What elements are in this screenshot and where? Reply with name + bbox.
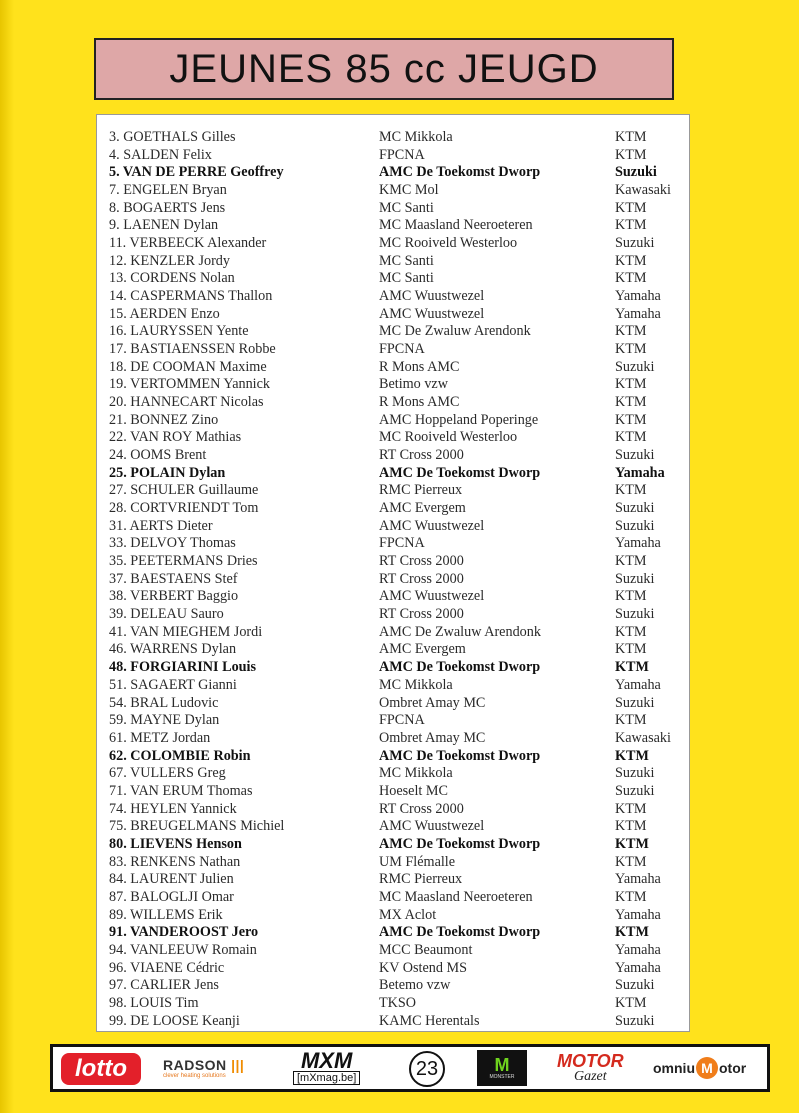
rider-name: 54. BRAL Ludovic [109, 694, 219, 711]
lotto-logo [61, 1053, 141, 1085]
rider-club: MC Maasland Neeroeteren [379, 217, 533, 234]
rider-brand: Suzuki [615, 500, 655, 517]
motor-gazet-logo [557, 1047, 624, 1089]
rider-row [97, 182, 689, 200]
rider-club: MC Mikkola [379, 765, 453, 782]
rider-row [97, 200, 689, 218]
rider-brand: Suzuki [615, 606, 655, 623]
rider-club: MC De Zwaluw Arendonk [379, 323, 531, 340]
rider-name: 14. CASPERMANS Thallon [109, 288, 273, 305]
page-number: 23 [409, 1051, 445, 1087]
rider-brand: KTM [615, 146, 647, 163]
rider-row [97, 535, 689, 553]
rider-club: MC Mikkola [379, 129, 453, 145]
rider-row [97, 571, 689, 589]
title-banner [94, 38, 674, 100]
rider-club: FPCNA [379, 341, 425, 358]
rider-name: 80. LIEVENS Henson [109, 835, 242, 852]
rider-row [97, 447, 689, 465]
rider-club: Ombret Amay MC [379, 729, 486, 746]
rider-club: KMC Mol [379, 182, 439, 199]
rider-club: KAMC Herentals [379, 1012, 480, 1029]
rider-name: 19. VERTOMMEN Yannick [109, 376, 271, 393]
rider-brand: KTM [615, 199, 647, 216]
monster-logo [477, 1050, 527, 1086]
rider-brand: Yamaha [615, 906, 661, 923]
rider-brand: KTM [615, 800, 647, 817]
rider-club: AMC Wuustwezel [379, 818, 485, 835]
rider-club: AMC De Toekomst Dworp [379, 747, 541, 764]
rider-row [97, 659, 689, 677]
rider-brand: KTM [615, 129, 647, 145]
rider-club: R Mons AMC [379, 358, 460, 375]
rider-club: AMC Evergem [379, 500, 466, 517]
rider-brand: Suzuki [615, 447, 655, 464]
rider-club: FPCNA [379, 146, 425, 163]
rider-brand: Suzuki [615, 517, 655, 534]
rider-club: AMC De Toekomst Dworp [379, 924, 541, 941]
rider-name: 31. AERTS Dieter [109, 517, 213, 534]
rider-club: MC Mikkola [379, 676, 453, 693]
rider-brand: KTM [615, 341, 647, 358]
rider-club: KV Ostend MS [379, 959, 468, 976]
rider-row [97, 129, 689, 147]
rider-row [97, 801, 689, 819]
rider-row [97, 270, 689, 288]
rider-row [97, 712, 689, 730]
rider-brand: Suzuki [615, 782, 655, 799]
rider-brand: KTM [615, 270, 647, 287]
rider-row [97, 306, 689, 324]
rider-name: 13. CORDENS Nolan [109, 270, 235, 287]
rider-brand: KTM [615, 747, 649, 764]
rider-brand: KTM [615, 853, 647, 870]
rider-brand: Yamaha [615, 464, 665, 481]
rider-club: RT Cross 2000 [379, 447, 464, 464]
rider-name: 17. BASTIAENSSEN Robbe [109, 341, 276, 358]
rider-name: 46. WARRENS Dylan [109, 641, 237, 658]
rider-club: RT Cross 2000 [379, 553, 464, 570]
rider-row [97, 854, 689, 872]
rider-brand: Suzuki [615, 1012, 655, 1029]
rider-name: 18. DE COOMAN Maxime [109, 358, 267, 375]
rider-brand: KTM [615, 429, 647, 446]
rider-club: MC Rooiveld Westerloo [379, 235, 518, 252]
rider-club: MC Santi [379, 199, 434, 216]
rider-row [97, 429, 689, 447]
rider-club: AMC Wuustwezel [379, 517, 485, 534]
rider-club: AMC Wuustwezel [379, 305, 485, 322]
rider-row [97, 500, 689, 518]
rider-name: 21. BONNEZ Zino [109, 411, 219, 428]
rider-brand: Yamaha [615, 941, 661, 958]
rider-club: Betemo vzw [379, 977, 451, 994]
rider-brand: Yamaha [615, 871, 661, 888]
rider-row [97, 394, 689, 412]
rider-club: MCC Beaumont [379, 941, 473, 958]
rider-club: AMC Wuustwezel [379, 588, 485, 605]
rider-club: FPCNA [379, 535, 425, 552]
rider-row [97, 995, 689, 1013]
rider-row [97, 412, 689, 430]
rider-name: 39. DELEAU Sauro [109, 606, 224, 623]
rider-row [97, 818, 689, 836]
rider-brand: Suzuki [615, 570, 655, 587]
rider-row [97, 164, 689, 182]
rider-name: 20. HANNECART Nicolas [109, 394, 264, 411]
rider-row [97, 907, 689, 925]
rider-row [97, 606, 689, 624]
rider-row [97, 1013, 689, 1031]
rider-row [97, 695, 689, 713]
rider-brand: KTM [615, 623, 647, 640]
rider-name: 5. VAN DE PERRE Geoffrey [109, 164, 284, 181]
rider-brand: KTM [615, 252, 647, 269]
rider-club: Hoeselt MC [379, 782, 448, 799]
rider-row [97, 871, 689, 889]
rider-name: 4. SALDEN Felix [109, 146, 212, 163]
rider-row [97, 677, 689, 695]
rider-row [97, 889, 689, 907]
rider-brand: KTM [615, 924, 649, 941]
rider-club: RT Cross 2000 [379, 606, 464, 623]
monster-logo-text: MONSTER [489, 1074, 515, 1080]
rider-row [97, 730, 689, 748]
rider-brand: KTM [615, 482, 647, 499]
rider-brand: KTM [615, 394, 647, 411]
rider-name: 67. VULLERS Greg [109, 765, 226, 782]
rider-row [97, 518, 689, 536]
rider-club: MC Santi [379, 270, 434, 287]
rider-club: AMC De Zwaluw Arendonk [379, 623, 541, 640]
rider-club: Ombret Amay MC [379, 694, 486, 711]
rider-row [97, 836, 689, 854]
rider-brand: Kawasaki [615, 182, 671, 199]
rider-name: 48. FORGIARINI Louis [109, 659, 257, 676]
rider-name: 25. POLAIN Dylan [109, 464, 226, 481]
rider-name: 83. RENKENS Nathan [109, 853, 241, 870]
rider-brand: Kawasaki [615, 729, 671, 746]
rider-club: AMC De Toekomst Dworp [379, 835, 541, 852]
rider-brand: KTM [615, 323, 647, 340]
rider-name: 59. MAYNE Dylan [109, 712, 220, 729]
rider-row [97, 359, 689, 377]
rider-club: AMC Hoppeland Poperinge [379, 411, 539, 428]
rider-club: MC Rooiveld Westerloo [379, 429, 518, 446]
sponsor-footer [50, 1044, 770, 1092]
rider-name: 24. OOMS Brent [109, 447, 207, 464]
rider-club: R Mons AMC [379, 394, 460, 411]
rider-brand: Yamaha [615, 288, 661, 305]
rider-brand: Suzuki [615, 164, 657, 181]
rider-row [97, 253, 689, 271]
rider-row [97, 147, 689, 165]
rider-brand: KTM [615, 888, 647, 905]
rider-club: AMC De Toekomst Dworp [379, 464, 541, 481]
rider-name: 22. VAN ROY Mathias [109, 429, 242, 446]
rider-name: 87. BALOGLJI Omar [109, 888, 234, 905]
rider-name: 61. METZ Jordan [109, 729, 211, 746]
rider-brand: KTM [615, 994, 647, 1011]
rider-club: AMC De Toekomst Dworp [379, 659, 541, 676]
rider-row [97, 217, 689, 235]
rider-name: 3. GOETHALS Gilles [109, 129, 236, 145]
page-title: JEUNES 85 cc JEUGD [169, 46, 599, 91]
rider-name: 27. SCHULER Guillaume [109, 482, 259, 499]
rider-name: 9. LAENEN Dylan [109, 217, 219, 234]
omnia-logo-pre: omniu [653, 1060, 695, 1076]
rider-brand: KTM [615, 411, 647, 428]
rider-row [97, 288, 689, 306]
rider-name: 62. COLOMBIE Robin [109, 747, 251, 764]
rider-club: RT Cross 2000 [379, 800, 464, 817]
omnia-logo-m: M [696, 1057, 718, 1079]
rider-row [97, 553, 689, 571]
rider-name: 74. HEYLEN Yannick [109, 800, 237, 817]
rider-name: 28. CORTVRIENDT Tom [109, 500, 259, 517]
rider-name: 98. LOUIS Tim [109, 994, 199, 1011]
gazet-logo-text: Gazet [574, 1069, 607, 1084]
rider-brand: KTM [615, 659, 649, 676]
rider-row [97, 641, 689, 659]
rider-club: RT Cross 2000 [379, 570, 464, 587]
rider-name: 12. KENZLER Jordy [109, 252, 230, 269]
rider-brand: KTM [615, 835, 649, 852]
rider-brand: KTM [615, 641, 647, 658]
rider-name: 89. WILLEMS Erik [109, 906, 223, 923]
rider-club: MX Aclot [379, 906, 437, 923]
rider-club: TKSO [379, 994, 417, 1011]
rider-club: AMC Evergem [379, 641, 466, 658]
page-binding-shadow [0, 0, 14, 1113]
rider-row [97, 235, 689, 253]
rider-name: 8. BOGAERTS Jens [109, 199, 226, 216]
rider-brand: Yamaha [615, 535, 661, 552]
rider-brand: KTM [615, 376, 647, 393]
mxm-logo [293, 1047, 360, 1089]
rider-name: 51. SAGAERT Gianni [109, 676, 237, 693]
rider-name: 33. DELVOY Thomas [109, 535, 236, 552]
rider-name: 99. DE LOOSE Keanji [109, 1012, 240, 1029]
rider-club: RMC Pierreux [379, 871, 463, 888]
rider-row [97, 924, 689, 942]
rider-name: 11. VERBEECK Alexander [109, 235, 267, 252]
rider-row [97, 960, 689, 978]
rider-row [97, 341, 689, 359]
rider-name: 37. BAESTAENS Stef [109, 570, 238, 587]
motor-logo-text: MOTOR [557, 1051, 624, 1071]
rider-row [97, 482, 689, 500]
rider-row [97, 624, 689, 642]
rider-name: 15. AERDEN Enzo [109, 305, 220, 322]
rider-name: 96. VIAENE Cédric [109, 959, 225, 976]
rider-brand: KTM [615, 818, 647, 835]
monster-claw-icon: M [494, 1055, 510, 1075]
rider-brand: Yamaha [615, 959, 661, 976]
rider-name: 91. VANDEROOST Jero [109, 924, 259, 941]
rider-club: AMC Wuustwezel [379, 288, 485, 305]
radiator-icon: ||| [231, 1057, 245, 1073]
radson-tagline: clever heating solutions [163, 1073, 226, 1079]
rider-brand: Suzuki [615, 765, 655, 782]
rider-name: 84. LAURENT Julien [109, 871, 234, 888]
rider-name: 41. VAN MIEGHEM Jordi [109, 623, 263, 640]
rider-club: FPCNA [379, 712, 425, 729]
rider-row [97, 376, 689, 394]
rider-club: UM Flémalle [379, 853, 456, 870]
rider-name: 71. VAN ERUM Thomas [109, 782, 253, 799]
rider-row [97, 765, 689, 783]
rider-brand: Suzuki [615, 694, 655, 711]
rider-club: AMC De Toekomst Dworp [379, 164, 541, 181]
rider-row [97, 748, 689, 766]
rider-club: MC Santi [379, 252, 434, 269]
rider-brand: KTM [615, 553, 647, 570]
mxm-logo-text: MXM [300, 1048, 353, 1073]
rider-row [97, 942, 689, 960]
rider-list-panel [96, 114, 690, 1032]
radson-logo [163, 1047, 244, 1089]
rider-row [97, 783, 689, 801]
rider-name: 7. ENGELEN Bryan [109, 182, 227, 199]
rider-brand: Suzuki [615, 358, 655, 375]
rider-name: 97. CARLIER Jens [109, 977, 219, 994]
rider-row [97, 977, 689, 995]
rider-row [97, 323, 689, 341]
rider-club: Betimo vzw [379, 376, 448, 393]
lotto-logo-text: lotto [75, 1055, 127, 1082]
rider-row [97, 465, 689, 483]
omnia-motor-logo [653, 1047, 746, 1089]
mxm-logo-url: [mXmag.be] [293, 1071, 360, 1085]
radson-logo-text: RADSON ||| [163, 1057, 245, 1073]
rider-club: MC Maasland Neeroeteren [379, 888, 533, 905]
rider-brand: KTM [615, 588, 647, 605]
rider-brand: Suzuki [615, 977, 655, 994]
rider-brand: Yamaha [615, 676, 661, 693]
rider-brand: KTM [615, 712, 647, 729]
rider-name: 38. VERBERT Baggio [109, 588, 239, 605]
rider-brand: Suzuki [615, 235, 655, 252]
rider-club: RMC Pierreux [379, 482, 463, 499]
rider-list [97, 129, 689, 1030]
rider-name: 35. PEETERMANS Dries [109, 553, 258, 570]
omnia-logo-post: otor [719, 1060, 747, 1076]
rider-brand: Yamaha [615, 305, 661, 322]
rider-name: 16. LAURYSSEN Yente [109, 323, 249, 340]
rider-row [97, 588, 689, 606]
rider-name: 94. VANLEEUW Romain [109, 941, 257, 958]
rider-name: 75. BREUGELMANS Michiel [109, 818, 285, 835]
rider-brand: KTM [615, 217, 647, 234]
